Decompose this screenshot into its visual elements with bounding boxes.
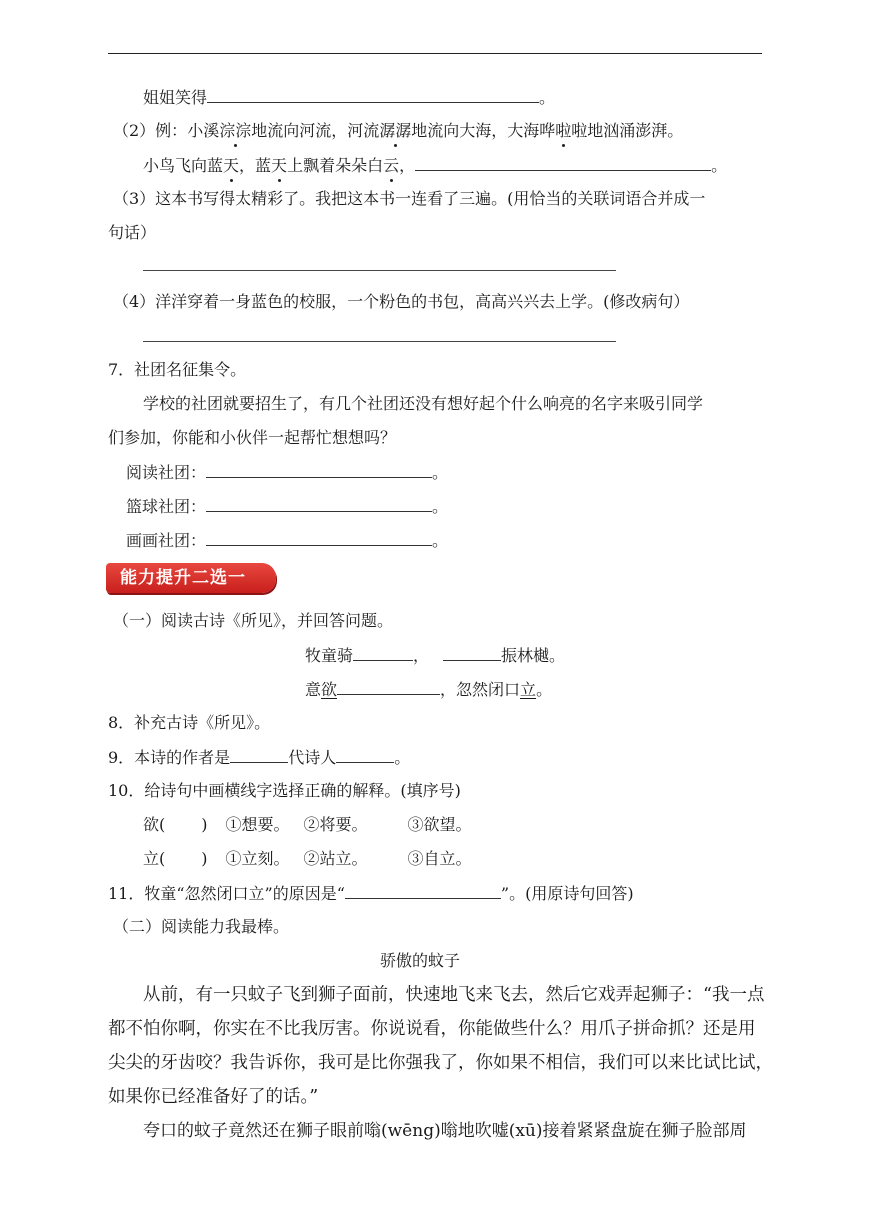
section2-title: （二）阅读能力我最棒。 bbox=[113, 917, 290, 936]
q7-title: 7．社团名征集令。 bbox=[108, 360, 247, 379]
q6-3-line2: 句话） bbox=[108, 223, 157, 242]
club-reading-row: 阅读社团： 。 bbox=[126, 463, 449, 482]
answer-blank[interactable] bbox=[337, 678, 440, 695]
answer-blank[interactable] bbox=[230, 746, 288, 763]
answer-blank[interactable] bbox=[443, 644, 501, 661]
q6-2-example: （2）例：小溪淙淙地流向河流，河流潺潺地流向大海，大海哗啦啦地汹涌澎湃。 bbox=[113, 121, 684, 140]
story-line: 夸口的蚊子竟然还在狮子眼前嗡(wēng)嗡地吹嘘(xū)接着紧紧盘旋在狮子脸部周 bbox=[143, 1121, 747, 1141]
story-line: 从前，有一只蚊子飞到狮子面前，快速地飞来飞去，然后它戏弄起狮子：“我一点 bbox=[143, 985, 765, 1005]
q7-para-line2: 们参加，你能和小伙伴一起帮忙想想吗？ bbox=[108, 428, 397, 447]
answer-blank[interactable] bbox=[353, 644, 413, 661]
answer-blank[interactable] bbox=[206, 495, 432, 512]
q9-line: 9．本诗的作者是 代诗人 。 bbox=[108, 748, 411, 767]
q6-3-line1: （3）这本书写得太精彩了。我把这本书一连看了三遍。(用恰当的关联词语合并成一 bbox=[113, 189, 706, 208]
q10-row-li: 立( ) ①立刻。 ②站立。 ③自立。 bbox=[143, 849, 472, 868]
header-rule bbox=[108, 53, 762, 54]
story-line: 都不怕你啊，你实在不比我厉害。你说说看，你能做些什么？用爪子拼命抓？还是用 bbox=[108, 1019, 756, 1039]
answer-blank[interactable] bbox=[336, 746, 394, 763]
q7-para-line1: 学校的社团就要招生了，有几个社团还没有想好起个什么响亮的名字来吸引同学 bbox=[143, 394, 704, 413]
answer-blank[interactable] bbox=[345, 882, 501, 899]
q10-text: 10．给诗句中画横线字选择正确的解释。(填序号) bbox=[108, 781, 461, 800]
q8-text: 8．补充古诗《所见》。 bbox=[108, 713, 271, 732]
answer-blank[interactable] bbox=[415, 154, 711, 171]
story-line: 尖尖的牙齿咬？我告诉你，我可是比你强我了，你如果不相信，我们可以来比试比试， bbox=[108, 1053, 773, 1073]
poem-line1: 牧童骑 ， 振林樾。 bbox=[305, 646, 566, 665]
answer-blank[interactable] bbox=[206, 529, 432, 546]
q6-4-line1: （4）洋洋穿着一身蓝色的校服，一个粉色的书包，高高兴兴去上学。(修改病句） bbox=[113, 292, 690, 311]
section-banner: 能力提升二选一 bbox=[106, 563, 276, 593]
story-line: 如果你已经准备好了的话。” bbox=[108, 1087, 319, 1107]
club-drawing-row: 画画社团： 。 bbox=[126, 531, 449, 550]
q11-line: 11．牧童“忽然闭口立”的原因是“ ”。(用原诗句回答) bbox=[108, 884, 634, 903]
answer-line[interactable] bbox=[143, 341, 616, 342]
q6-1-line: 姐姐笑得 。 bbox=[143, 88, 556, 107]
q10-row-yu: 欲( ) ①想要。 ②将要。 ③欲望。 bbox=[143, 815, 472, 834]
club-basketball-row: 篮球社团： 。 bbox=[126, 497, 449, 516]
answer-blank[interactable] bbox=[206, 461, 432, 478]
answer-blank[interactable] bbox=[207, 86, 539, 103]
poem-line2: 意欲 ，忽然闭口立。 bbox=[305, 680, 553, 699]
answer-line[interactable] bbox=[143, 270, 616, 271]
story-title: 骄傲的蚊子 bbox=[380, 951, 461, 970]
q6-2-prompt: 小鸟飞向蓝天，蓝天上飘着朵朵白云， 。 bbox=[143, 156, 728, 175]
section1-title: （一）阅读古诗《所见》，并回答问题。 bbox=[113, 611, 394, 630]
